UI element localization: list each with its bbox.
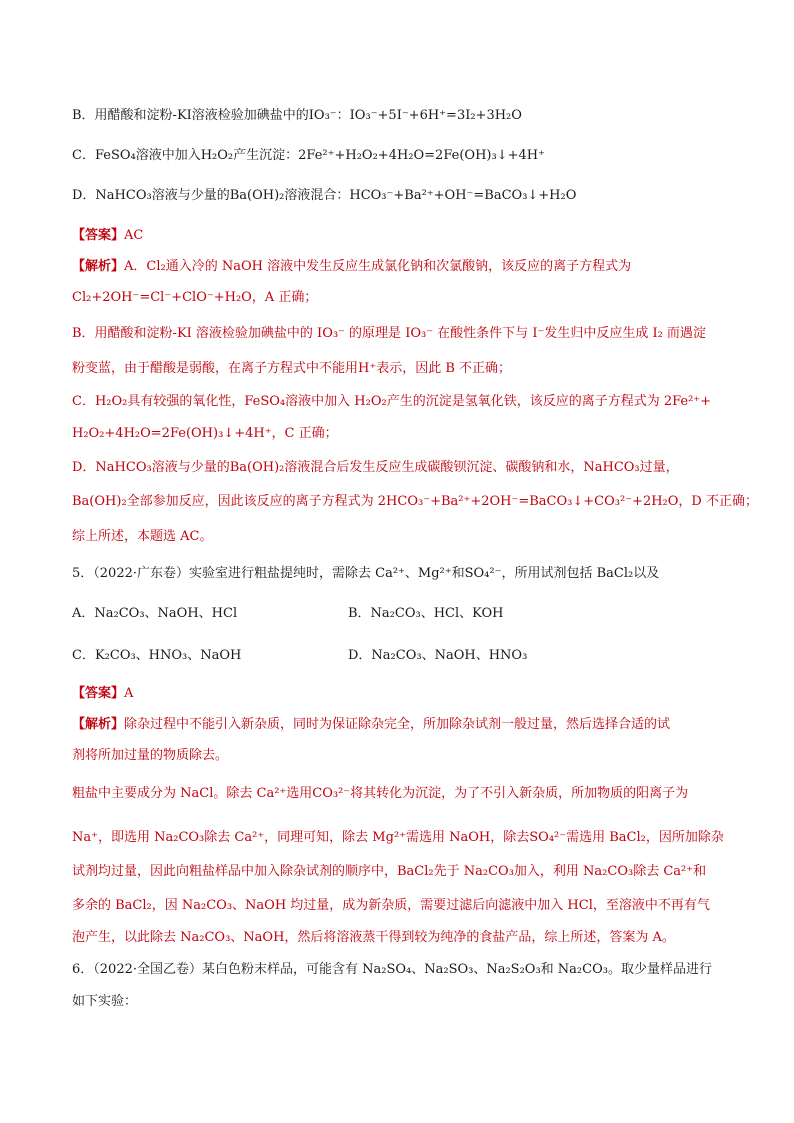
analysis-line: 试剂均过量，因此向粗盐样品中加入除杂试剂的顺序中，BaCl₂先于 Na₂CO₃加入，利用 Na₂CO₃除去 Ca²⁺和 bbox=[72, 864, 707, 879]
answer-line bbox=[72, 686, 133, 702]
question-stem: 5．（2022·广东卷）实验室进行粗盐提纯时，需除去 Ca²⁺、Mg²⁺和SO₄²⁻，所用试剂包括 BaCl₂以及 bbox=[72, 566, 660, 581]
option-a: A．Na₂CO₃、NaOH、HCl bbox=[72, 606, 238, 621]
analysis-line: H₂O₂+4H₂O=2Fe(OH)₃↓+4H⁺，C 正确； bbox=[72, 426, 338, 441]
option-d: D．Na₂CO₃、NaOH、HNO₃ bbox=[348, 648, 528, 663]
analysis-line: 剂将所加过量的物质除去。 bbox=[72, 748, 229, 763]
analysis-line: 多余的 BaCl₂，因 Na₂CO₃、NaOH 均过量，成为新杂质，需要过滤后向滤液中加入 HCl，至溶液中不再有气 bbox=[72, 898, 710, 913]
analysis-line: 综上所述，本题选 AC。 bbox=[72, 529, 213, 544]
question-stem: 6．（2022·全国乙卷）某白色粉末样品，可能含有 Na₂SO₄、Na₂SO₃、Na₂S₂O₃和 Na₂CO₃。取少量样品进行 bbox=[72, 962, 712, 977]
analysis-line: C．H₂O₂具有较强的氧化性，FeSO₄溶液中加入 H₂O₂产生的沉淀是氢氧化铁，该反应的离子方程式为 2Fe²⁺+ bbox=[72, 394, 712, 409]
analysis-line bbox=[72, 717, 670, 733]
question-stem-cont: 如下实验： bbox=[72, 994, 138, 1009]
analysis-line: 粗盐中主要成分为 NaCl。除去 Ca²⁺选用CO₃²⁻将其转化为沉淀，为了不引入新杂质，所加物质的阳离子为 bbox=[72, 786, 689, 801]
analysis-line: 泡产生，以此除去 Na₂CO₃、NaOH，然后将溶液蒸干得到较为纯净的食盐产品，综上所述，答案为 A。 bbox=[72, 930, 675, 945]
analysis-text: A．Cl₂通入冷的 NaOH 溶液中发生反应生成氯化钠和次氯酸钠，该反应的离子方程式为 bbox=[124, 259, 632, 274]
answer-value: AC bbox=[124, 228, 144, 243]
option-c: C．K₂CO₃、HNO₃、NaOH bbox=[72, 648, 242, 663]
analysis-line: D．NaHCO₃溶液与少量的Ba(OH)₂溶液混合后发生反应生成碳酸钡沉淀、碳酸钠和水，NaHCO₃过量， bbox=[72, 460, 679, 475]
analysis-text: 除杂过程中不能引入新杂质，同时为保证除杂完全，所加除杂试剂一般过量，然后选择合适的试 bbox=[124, 717, 671, 732]
analysis-line: B．用醋酸和淀粉-KI 溶液检验加碘盐中的 IO₃⁻ 的原理是 IO₃⁻ 在酸性条件下与 I⁻发生归中反应生成 I₂ 而遇淀 bbox=[72, 326, 706, 341]
answer-value: A bbox=[124, 686, 134, 701]
analysis-line: 粉变蓝，由于醋酸是弱酸，在离子方程式中不能用H⁺表示，因此 B 不正确； bbox=[72, 361, 512, 376]
analysis-tag: 【解析】 bbox=[72, 717, 125, 732]
analysis-line bbox=[72, 259, 631, 275]
option-b-line: B．用醋酸和淀粉-KI溶液检验加碘盐中的IO₃⁻：IO₃⁻+5I⁻+6H⁺=3I₂+3H₂O bbox=[72, 108, 522, 123]
analysis-tag: 【解析】 bbox=[72, 259, 125, 274]
answer-tag: 【答案】 bbox=[72, 228, 125, 243]
option-c-line: C．FeSO₄溶液中加入H₂O₂产生沉淀：2Fe²⁺+H₂O₂+4H₂O=2Fe(OH)₃↓+4H⁺ bbox=[72, 148, 545, 163]
option-b: B．Na₂CO₃、HCl、KOH bbox=[348, 606, 504, 621]
analysis-line: Na⁺，即选用 Na₂CO₃除去 Ca²⁺，同理可知，除去 Mg²⁺需选用 NaOH，除去SO₄²⁻需选用 BaCl₂，因所加除杂 bbox=[72, 830, 724, 845]
option-d-line: D．NaHCO₃溶液与少量的Ba(OH)₂溶液混合：HCO₃⁻+Ba²⁺+OH⁻=BaCO₃↓+H₂O bbox=[72, 188, 577, 203]
analysis-line: Ba(OH)₂全部参加反应，因此该反应的离子方程式为 2HCO₃⁻+Ba²⁺+2OH⁻=BaCO₃↓+CO₃²⁻+2H₂O，D 不正确； bbox=[72, 494, 758, 509]
analysis-line: Cl₂+2OH⁻=Cl⁻+ClO⁻+H₂O，A 正确； bbox=[72, 290, 318, 305]
answer-tag: 【答案】 bbox=[72, 686, 125, 701]
answer-line bbox=[72, 228, 143, 244]
